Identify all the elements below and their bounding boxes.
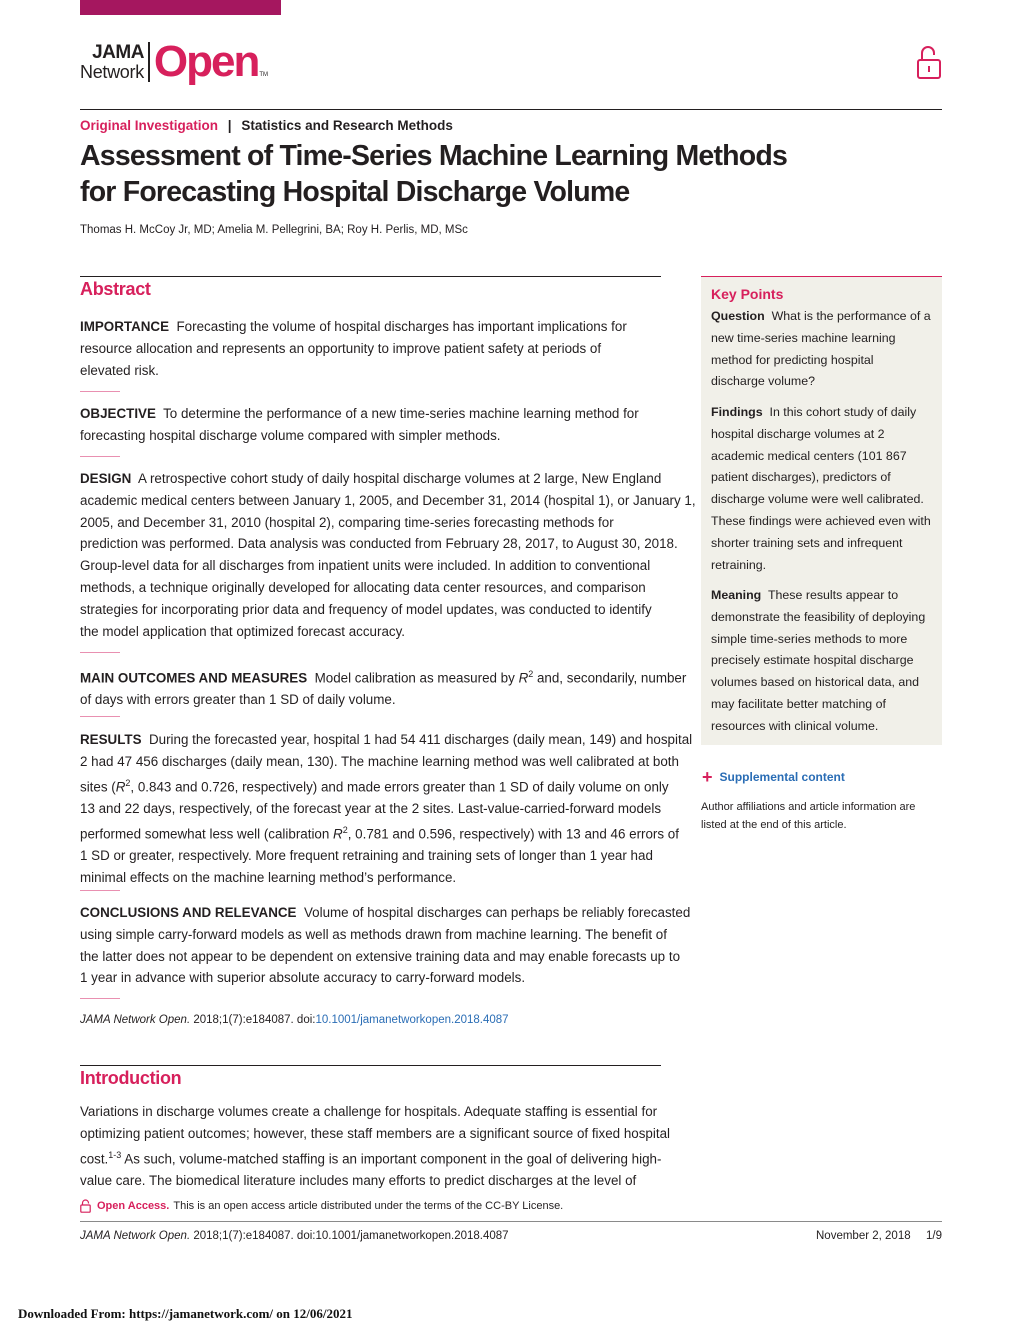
r-symbol: R: [333, 826, 343, 842]
text-line: resource allocation and represents an opportunity to improve patient safety at periods of: [80, 340, 602, 356]
introduction-rule: [80, 1065, 661, 1066]
text-fragment: , 0.781 and 0.596, respectively) with 13 and 46 errors of: [347, 826, 679, 842]
text-line: demonstrate the feasibility of deploying: [711, 609, 926, 624]
outcomes-label: MAIN OUTCOMES AND MEASURES: [80, 670, 308, 686]
text-fragment: performed somewhat less well (calibration: [80, 826, 334, 842]
open-access-text: This is an open access article distributed under the terms of the CC-BY License.: [173, 1200, 564, 1212]
text-line: methods, a technique originally developed for allocating data center resources, and comparison: [80, 579, 646, 595]
text-line: listed at the end of this article.: [701, 818, 847, 831]
logo-divider: [148, 42, 150, 82]
text-line: volumes based on historical data, and: [711, 675, 920, 690]
abstract-heading: Abstract: [80, 279, 151, 299]
text-line: Volume of hospital discharges can perhaps be reliably forecasted: [303, 905, 691, 920]
jama-network-open-logo[interactable]: [80, 38, 268, 86]
text-line: elevated risk.: [80, 362, 159, 378]
design-label: DESIGN: [80, 471, 132, 486]
article-kicker: [80, 118, 453, 133]
kicker-separator: |: [227, 118, 232, 133]
text-line: Author affiliations and article information are: [701, 801, 916, 813]
text-line: discharge volume were well calibrated.: [711, 492, 924, 507]
text-line: Variations in discharge volumes create a challenge for hospitals. Adequate staffing is essential for: [80, 1104, 658, 1119]
key-points-box: [701, 276, 942, 745]
reference-superscript[interactable]: 1-3: [108, 1149, 122, 1160]
logo-open: Open: [153, 37, 259, 86]
r-symbol: R: [518, 670, 529, 686]
footer-journal: JAMA Network Open.: [80, 1230, 191, 1242]
introduction-text: [80, 1101, 670, 1192]
conclusions-label: CONCLUSIONS AND RELEVANCE: [80, 905, 297, 920]
text-fragment: As such, volume-matched staffing is an important component in the goal of delivering high-: [121, 1151, 662, 1167]
citation-details: 2018;1(7):e184087. doi:: [190, 1014, 316, 1026]
logo-network: Network: [80, 62, 144, 82]
text-line: shorter training sets and infrequent: [711, 535, 903, 550]
text-line: patient discharges), predictors of: [711, 470, 891, 485]
article-category[interactable]: Statistics and Research Methods: [241, 118, 453, 133]
text-line: academic medical centers (101 867: [711, 448, 907, 463]
text-line: resources with clinical volume.: [711, 718, 879, 733]
footer-citation: [80, 1230, 509, 1242]
title-line: Assessment of Time-Series Machine Learning Methods: [80, 140, 788, 172]
footer-details: 2018;1(7):e184087. doi:10.1001/jamanetworkopen.2018.4087: [190, 1230, 509, 1242]
text-line: optimizing patient outcomes; however, these staff members are a significant source of fixed hospital: [80, 1125, 670, 1141]
article-type[interactable]: Original Investigation: [80, 118, 219, 133]
page-number: 1/9: [926, 1230, 942, 1242]
top-accent-bar: [80, 0, 281, 15]
objective-label: OBJECTIVE: [80, 406, 156, 421]
section-divider: [80, 890, 120, 891]
logo-wordmark: [80, 43, 144, 81]
title-line: for Forecasting Hospital Discharge Volume: [80, 176, 630, 208]
text-fragment: cost.: [80, 1151, 109, 1167]
supplemental-content-link[interactable]: [702, 767, 845, 787]
text-line: Group-level data for all discharges from inpatient units were included. In addition to conventional: [80, 558, 651, 574]
text-line: A retrospective cohort study of daily hospital discharge volumes at 2 large, New England: [138, 471, 662, 486]
question-label: Question: [711, 309, 765, 323]
text-line: 2005, and December 31, 2010 (hospital 2), comparing time-series forecasting methods for: [80, 514, 614, 530]
text-line: value care. The biomedical literature includes many efforts to predict discharges at the level of: [80, 1172, 637, 1188]
section-divider: [80, 716, 120, 717]
header-rule: [80, 109, 942, 110]
abstract-rule: [80, 276, 661, 277]
text-line: To determine the performance of a new time-series machine learning method for: [163, 406, 639, 421]
key-points-heading: Key Points: [711, 286, 784, 302]
section-divider: [80, 391, 120, 392]
text-line: minimal effects on the machine learning method’s performance.: [80, 869, 457, 885]
section-divider: [80, 998, 120, 999]
abstract-objective: [80, 403, 665, 447]
text-line: hospital discharge volumes at 2: [711, 426, 885, 441]
text-line: new time-series machine learning: [711, 330, 896, 345]
text-fragment: Model calibration as measured by: [314, 670, 519, 686]
download-stamp: Downloaded From: https://jamanetwork.com/ on 12/06/2021: [18, 1306, 353, 1321]
open-lock-icon: [80, 1199, 91, 1213]
open-access-notice: [80, 1199, 563, 1213]
text-line: may facilitate better matching of: [711, 696, 886, 711]
text-line: precisely estimate hospital discharge: [711, 653, 914, 668]
text-line: 2 had 47 456 discharges (daily mean, 130). The machine learning method was well calibrated at both: [80, 753, 679, 769]
text-line: the latter does not appear to be dependent on extensive training data and may enable forecasts up to: [80, 948, 681, 964]
plus-icon: +: [702, 767, 713, 787]
abstract-citation: [80, 1014, 509, 1026]
section-divider: [80, 652, 120, 653]
publication-date: November 2, 2018: [816, 1230, 911, 1242]
supplemental-content-label: Supplemental content: [719, 770, 845, 784]
abstract-importance: [80, 316, 665, 381]
text-line: of days with errors greater than 1 SD of daily volume.: [80, 692, 396, 708]
findings-label: Findings: [711, 405, 763, 419]
meaning-label: Meaning: [711, 588, 762, 602]
text-line: simple time-series methods to more: [711, 631, 908, 646]
key-points-meaning: [711, 585, 939, 738]
abstract-conclusions: [80, 902, 691, 989]
text-line: forecasting hospital discharge volume compared with simpler methods.: [80, 427, 501, 443]
r-symbol: R: [115, 779, 126, 795]
article-title: [80, 138, 840, 210]
introduction-heading: Introduction: [80, 1068, 182, 1088]
author-list: Thomas H. McCoy Jr, MD; Amelia M. Pellegrini, BA; Roy H. Perlis, MD, MSc: [80, 224, 468, 236]
footer-rule: [80, 1221, 942, 1222]
text-line: academic medical centers between January 1, 2005, and December 31, 2014 (hospital 1), or January 1,: [80, 492, 696, 508]
text-line: Forecasting the volume of hospital discharges has important implications for: [176, 319, 627, 334]
text-line: using simple carry-forward models as well as methods drawn from machine learning. The benefit of: [80, 926, 667, 942]
superscript: 2: [528, 669, 534, 679]
text-fragment: and, secondarily, number: [533, 670, 687, 686]
section-divider: [80, 456, 120, 457]
text-line: discharge volume?: [711, 374, 816, 389]
results-label: RESULTS: [80, 732, 142, 747]
text-line: the model application that optimized forecast accuracy.: [80, 623, 406, 639]
text-line: retraining.: [711, 557, 767, 572]
text-line: method for predicting hospital: [711, 352, 874, 367]
open-access-label[interactable]: Open Access.: [97, 1200, 170, 1212]
citation-journal: JAMA Network Open.: [80, 1014, 191, 1026]
affiliations-note: [701, 799, 941, 834]
text-line: 1 year in advance with superior absolute accuracy to carry-forward models.: [80, 970, 526, 986]
text-line: strategies for incorporating prior data and frequency of model updates, was conducted to identify: [80, 601, 652, 617]
logo-trademark: TM: [259, 72, 269, 78]
key-points-findings: [711, 402, 939, 576]
superscript: 2: [125, 777, 131, 788]
text-line: In this cohort study of daily: [769, 405, 917, 419]
logo-jama: JAMA: [92, 42, 144, 63]
key-points-question: [711, 306, 939, 393]
text-line: What is the performance of a: [771, 309, 931, 323]
text-line: During the forecasted year, hospital 1 had 54 411 discharges (daily mean, 149) and hospital: [148, 732, 693, 747]
abstract-results: [80, 729, 693, 889]
text-line: prediction was performed. Data analysis was conducted from February 28, 2017, to August 30, 2018.: [80, 536, 678, 552]
doi-link[interactable]: 10.1001/jamanetworkopen.2018.4087: [315, 1014, 509, 1026]
open-lock-icon: [916, 44, 942, 80]
text-fragment: , 0.843 and 0.726, respectively) and made errors greater than 1 SD of daily volume on only: [130, 779, 669, 795]
text-fragment: sites (: [80, 779, 116, 795]
superscript: 2: [342, 824, 348, 835]
importance-label: IMPORTANCE: [80, 319, 170, 334]
text-line: These findings were achieved even with: [711, 513, 931, 528]
text-line: 13 and 22 days, respectively, of the forecast year at the 2 sites. Last-value-carried-forward models: [80, 800, 662, 816]
abstract-design: [80, 468, 696, 642]
text-line: 1 SD or greater, respectively. More frequent retraining and training sets of longer than 1 year had: [80, 847, 653, 863]
abstract-outcomes: [80, 664, 687, 711]
text-line: These results appear to: [767, 588, 899, 602]
